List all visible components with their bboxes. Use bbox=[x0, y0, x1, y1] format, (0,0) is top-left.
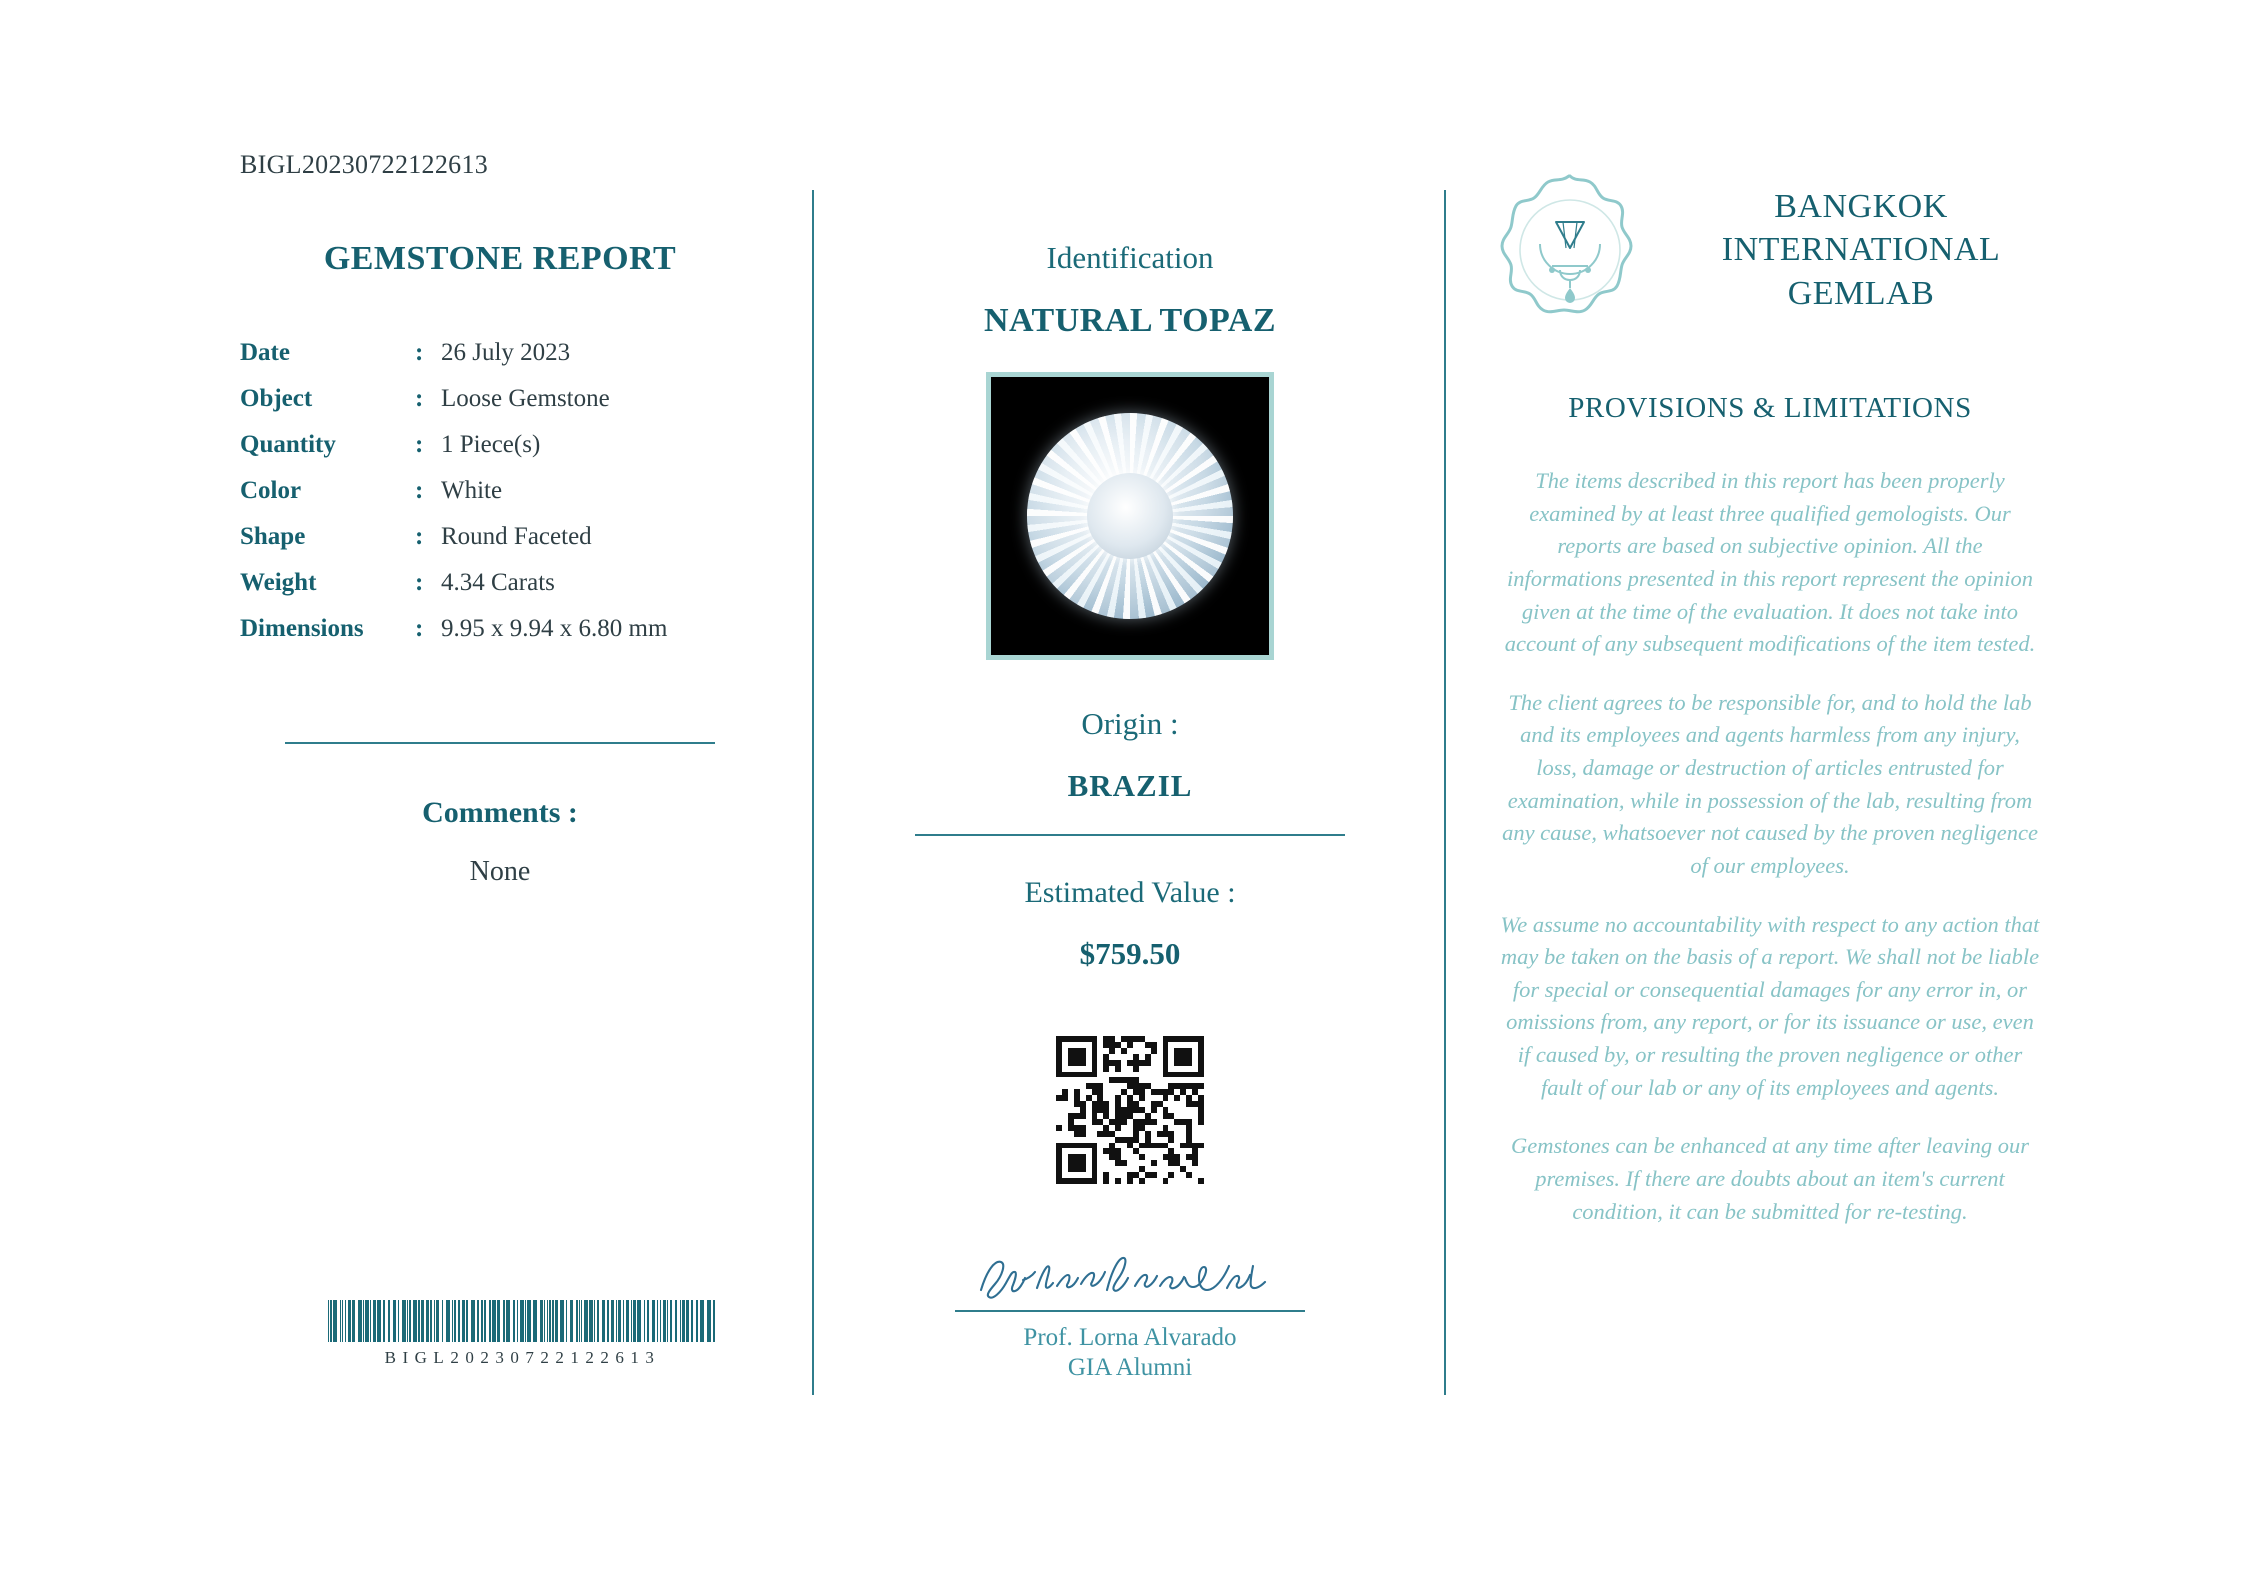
spec-label-quantity: Quantity bbox=[240, 431, 336, 458]
page-title: GEMSTONE REPORT bbox=[323, 240, 677, 277]
section-divider bbox=[285, 742, 715, 744]
table-row bbox=[240, 514, 760, 560]
spec-value-color: White bbox=[441, 477, 503, 504]
signatory-title: GIA Alumni bbox=[1067, 1354, 1193, 1381]
identification-label: Identification bbox=[1046, 240, 1214, 275]
comments-value: None bbox=[469, 856, 531, 887]
spec-value-dimensions: 9.95 x 9.94 x 6.80 mm bbox=[441, 615, 668, 642]
spec-value-quantity: 1 Piece(s) bbox=[441, 431, 541, 458]
report-details-column bbox=[240, 240, 760, 888]
column-divider-left bbox=[812, 190, 814, 1395]
spec-colon: : bbox=[415, 431, 424, 458]
barcode-image bbox=[325, 1300, 720, 1342]
spec-colon: : bbox=[415, 385, 424, 412]
signature-icon bbox=[965, 1244, 1295, 1306]
gemstone-photo bbox=[986, 372, 1274, 660]
spec-colon: : bbox=[415, 523, 424, 550]
qr-code-icon[interactable] bbox=[1056, 1036, 1204, 1184]
table-row bbox=[240, 422, 760, 468]
spec-label-weight: Weight bbox=[240, 569, 317, 596]
table-row bbox=[240, 330, 760, 376]
provisions-paragraph: We assume no accountability with respect to any action that may be taken on the basis of a report. We shall not be liable for special or consequential damages for any error in, or omissions from, any report, or for its issuance or use, even if caused by, or resulting the proven negligence or other fault of our lab or any of its employees and agents. bbox=[1500, 911, 2040, 1100]
spec-value-shape: Round Faceted bbox=[441, 523, 592, 550]
comments-heading: Comments : bbox=[422, 796, 578, 829]
spec-label-object: Object bbox=[240, 385, 313, 412]
spec-label-color: Color bbox=[240, 477, 302, 504]
barcode-text: BIGL20230722122613 bbox=[384, 1348, 661, 1367]
provisions-body bbox=[1490, 465, 2050, 1228]
table-row bbox=[240, 376, 760, 422]
provisions-paragraph: The items described in this report has been properly examined by at least three qualified gemologists. Our reports are based on subjective opinion. All the informations presented in this report represent the opinion given at the time of the evaluation. It does not take into account of any subsequent modifications of the item tested. bbox=[1504, 468, 2036, 657]
signature-block bbox=[880, 1244, 1380, 1382]
spec-label-shape: Shape bbox=[240, 523, 306, 550]
barcode-block bbox=[325, 1300, 720, 1368]
spec-label-dimensions: Dimensions bbox=[240, 615, 364, 642]
spec-value-object: Loose Gemstone bbox=[441, 385, 610, 412]
provisions-paragraph: Gemstones can be enhanced at any time after leaving our premises. If there are doubts about an item's current condition, it can be submitted for re-testing. bbox=[1511, 1133, 2029, 1224]
estimated-value-amount: $759.50 bbox=[1079, 936, 1181, 971]
lab-header bbox=[1490, 170, 2050, 330]
report-reference-id: BIGL20230722122613 bbox=[240, 150, 489, 179]
signatory-name: Prof. Lorna Alvarado bbox=[1023, 1324, 1237, 1351]
spec-label-date: Date bbox=[240, 339, 290, 366]
column-divider-right bbox=[1444, 190, 1446, 1395]
origin-value: BRAZIL bbox=[1067, 768, 1193, 803]
identification-column bbox=[880, 240, 1380, 1382]
spec-colon: : bbox=[415, 569, 424, 596]
provisions-paragraph: The client agrees to be responsible for, and to hold the lab and its employees and agents harmless from any injury, loss, damage or destruction of articles entrusted for examination, while in possession of the lab, resulting from any cause, whatsoever not caused by the proven negligence of our employees. bbox=[1502, 689, 2038, 878]
spec-colon: : bbox=[415, 339, 424, 366]
spec-colon: : bbox=[415, 615, 424, 642]
section-divider bbox=[915, 834, 1345, 836]
gemstone-image bbox=[1027, 413, 1233, 619]
identification-value: NATURAL TOPAZ bbox=[983, 302, 1277, 339]
gemlab-seal-icon bbox=[1490, 170, 1650, 330]
gemstone-spec-table bbox=[240, 330, 760, 652]
table-row bbox=[240, 560, 760, 606]
origin-label: Origin : bbox=[1081, 706, 1179, 741]
spec-value-date: 26 July 2023 bbox=[441, 339, 571, 366]
lab-info-column bbox=[1490, 170, 2050, 1254]
qr-code-block[interactable] bbox=[1056, 1036, 1204, 1184]
estimated-value-label: Estimated Value : bbox=[1024, 876, 1236, 909]
lab-name: BANGKOK INTERNATIONAL GEMLAB bbox=[1721, 187, 2001, 312]
provisions-title: PROVISIONS & LIMITATIONS bbox=[1568, 392, 1972, 424]
table-row bbox=[240, 606, 760, 652]
spec-colon: : bbox=[415, 477, 424, 504]
spec-value-weight: 4.34 Carats bbox=[441, 569, 555, 596]
signature-line bbox=[955, 1310, 1305, 1312]
table-row bbox=[240, 468, 760, 514]
